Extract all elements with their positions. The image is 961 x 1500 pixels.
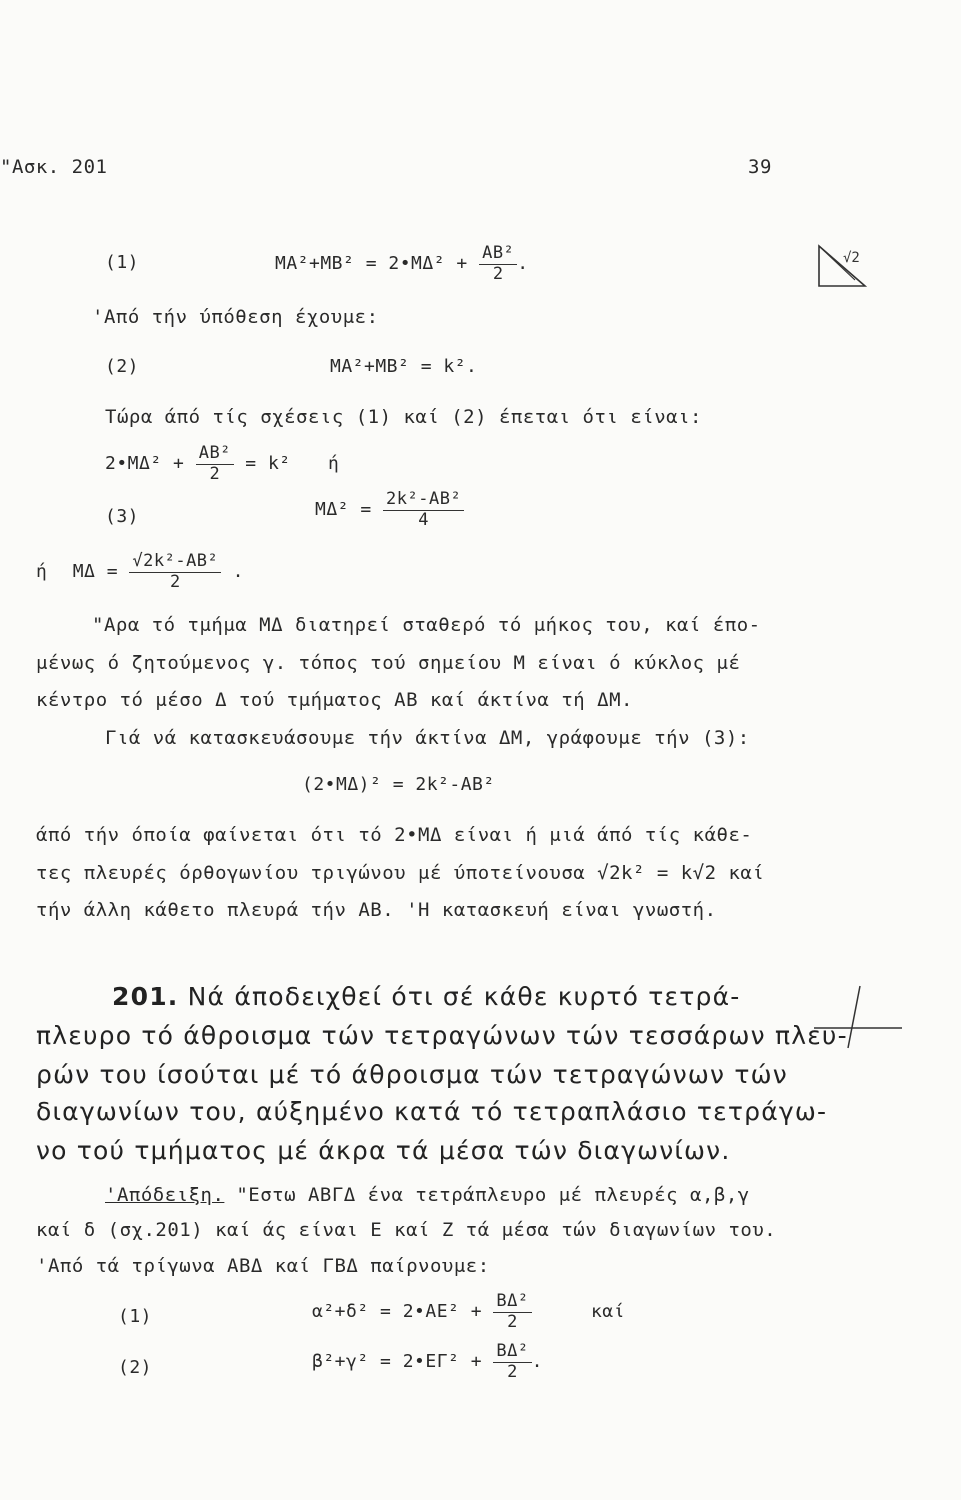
proof-eq1-label: (1) bbox=[118, 1306, 153, 1327]
page-number: 39 bbox=[748, 156, 772, 178]
problem-statement-line-3: ρών του ίσούται μέ τό άθροισμα τών τετραγώνων τών bbox=[36, 1060, 788, 1089]
triangle-sketch-icon bbox=[815, 240, 875, 292]
proof-equation-1: α²+δ² = 2•AE² + $\frac{\text{BΔ²}}{2}$ καί bbox=[312, 1291, 625, 1332]
paragraph-1-line-3: κέντρο τό μέσο Δ τού τμήματος AB καί άκτίνα τή ΔM. bbox=[36, 689, 633, 711]
proof-line-2: καί δ (σχ.201) καί άς είναι E καί Z τά μέσα τών διαγωνίων του. bbox=[36, 1219, 777, 1241]
problem-number: 201. bbox=[112, 982, 179, 1011]
proof-line-3: 'Από τά τρίγωνα ΑΒΔ καί ΓΒΔ παίρνουμε: bbox=[36, 1255, 490, 1277]
construct-line: Γιά νά κατασκευάσουμε τήν άκτίνα ΔM, γράφουμε τήν (3): bbox=[105, 727, 750, 749]
equation-2: MA²+MB² = k². bbox=[330, 356, 478, 377]
equation-3: MΔ² = $\frac{\text{2k²-AB²}}{4}$ bbox=[315, 490, 464, 530]
problem-statement-line-4: διαγωνίων του, αύξημένο κατά τό τετραπλάσιο τετράγω- bbox=[36, 1097, 828, 1126]
equation-square: (2•MΔ)² = 2k²-AB² bbox=[302, 774, 495, 795]
paragraph-1-line-2: μένως ό ζητούμενος γ. τόπος τού σημείου M είναι ό κύκλος μέ bbox=[36, 652, 741, 674]
problem-statement-line-5: νο τού τμήματος μέ άκρα τά μέσα τών διαγωνίων. bbox=[36, 1136, 731, 1165]
paragraph-2-line-1: άπό τήν όποία φαίνεται ότι τό 2•MΔ είναι ή μιά άπό τίς κάθε- bbox=[36, 824, 753, 846]
margin-mark-icon bbox=[812, 984, 904, 1050]
proof-title: 'Απόδειξη. bbox=[105, 1184, 225, 1206]
eq3-label: (3) bbox=[105, 506, 140, 527]
paragraph-1-line-1: "Αρα τό τμήμα MΔ διατηρεί σταθερό τό μήκος του, καί έπο- bbox=[92, 614, 761, 636]
svg-text:√2: √2 bbox=[843, 250, 860, 266]
hypothesis-line: 'Από τήν ύπόθεση έχουμε: bbox=[92, 306, 379, 328]
problem-statement-line-1: 201. Νά άποδειχθεί ότι σέ κάθε κυρτό τετρά- bbox=[112, 982, 741, 1011]
proof-equation-2: β²+γ² = 2•EΓ² + $\frac{\text{BΔ²}}{2}$ . bbox=[312, 1341, 543, 1382]
exercise-reference: "Ασκ. 201 bbox=[0, 156, 108, 178]
equation-root: ή MΔ = $\frac{\text{√2k²-AB²}}{2}$ . bbox=[36, 551, 244, 592]
proof-line-1: 'Απόδειξη. "Εστω ΑΒΓΔ ένα τετράπλευρο μέ πλευρές α,β,γ bbox=[105, 1184, 750, 1206]
proof-eq2-label: (2) bbox=[118, 1357, 153, 1378]
paragraph-2-line-2: τες πλευρές όρθογωνίου τριγώνου μέ ύποτείνουσα √2k² = k√2 καί bbox=[36, 862, 765, 884]
paragraph-2-line-3: τήν άλλη κάθετο πλευρά τήν AB. 'H κατασκευή είναι γνωστή. bbox=[36, 899, 717, 921]
now-line: Τώρα άπό τίς σχέσεις (1) καί (2) έπεται ότι είναι: bbox=[105, 406, 702, 428]
eq2-label: (2) bbox=[105, 356, 140, 377]
eq1-label: (1) bbox=[105, 252, 140, 273]
problem-statement-line-2: πλευρο τό άθροισμα τών τετραγώνων τών τεσσάρων πλευ- bbox=[36, 1021, 848, 1050]
equation-mid: 2•MΔ² + $\frac{\text{AB²}}{2}$ = k² ή bbox=[105, 443, 340, 484]
equation-1: MA²+MB² = 2•MΔ² + $\frac{\text{AB²}}{2}$ . bbox=[275, 243, 529, 284]
